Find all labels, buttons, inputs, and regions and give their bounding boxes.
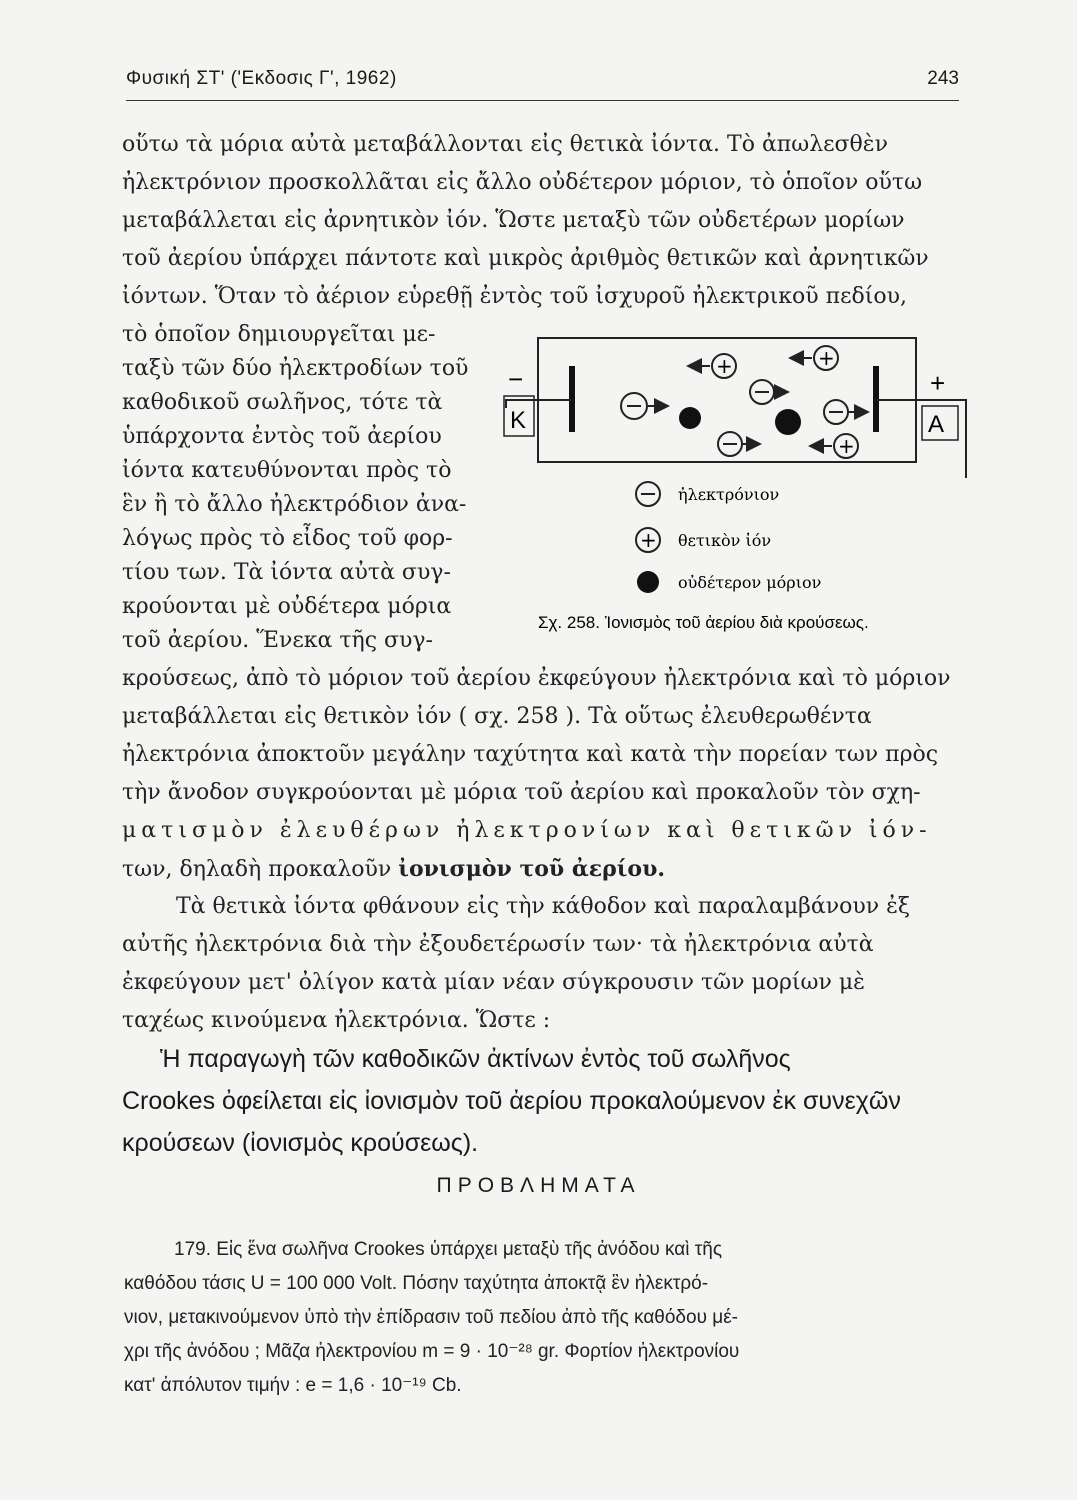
running-header-title: Φυσική ΣΤ' ('Εκδοσις Γ', 1962) — [126, 68, 397, 89]
body-line: ταχέως κινούμενα ἠλεκτρόνια. Ὥστε : — [122, 1008, 551, 1033]
summary-line: Crookes ὀφείλεται εἰς ἰονισμὸν τοῦ ἀερίου προκαλούμενον ἐκ συνεχῶν — [122, 1087, 901, 1115]
body-line: μεταβάλλεται εἰς ἀρνητικὸν ἰόν. Ὥστε μεταξὺ τῶν οὐδετέρων μορίων — [122, 208, 905, 233]
wrap-line: κρούονται μὲ οὐδέτερα μόρια — [122, 594, 452, 619]
body-line: ἐκφεύγουν μετ' ὀλίγον κατὰ μίαν νέαν σύγκρουσιν τῶν μορίων μὲ — [122, 970, 865, 995]
plus-sign: + — [930, 368, 946, 398]
body-line: τοῦ ἀερίου ὑπάρχει πάντοτε καὶ μικρὸς ἀριθμὸς θετικῶν καὶ ἀρνητικῶν — [122, 246, 929, 271]
body-line: Τὰ θετικὰ ἰόντα φθάνουν εἰς τὴν κάθοδον καὶ παραλαμβάνουν ἐξ — [176, 894, 910, 919]
summary-line: Ἡ παραγωγὴ τῶν καθοδικῶν ἀκτίνων ἐντὸς τοῦ σωλῆνος — [160, 1045, 791, 1073]
legend-neutral-label: οὐδέτερον μόριον — [678, 573, 822, 592]
electron-middle-top — [750, 380, 788, 404]
body-line-spaced: ματισμὸν ἐλευθέρων ἠλεκτρονίων καὶ θετικῶν ἰόν- — [122, 818, 932, 843]
electron-left — [621, 393, 668, 419]
positive-ion-top-right — [790, 346, 838, 370]
problems-heading: ΠΡΟΒΛΗΜΑΤΑ — [436, 1174, 641, 1197]
problem-line: νιον, μετακινούμενον ὑπὸ τὴν ἐπίδρασιν τοῦ πεδίου ἀπὸ τῆς καθόδου μέ- — [124, 1307, 738, 1328]
body-line: μεταβάλλεται εἰς θετικὸν ἰόν ( σχ. 258 ). Τὰ οὕτως ἐλευθερωθέντα — [122, 704, 872, 729]
body-line: ἠλεκτρόνια ἀποκτοῦν μεγάλην ταχύτητα καὶ κατὰ τὴν πορείαν των πρὸς — [122, 742, 939, 767]
anode-wire — [876, 400, 966, 478]
body-line — [122, 856, 665, 883]
positive-ion-top-left — [688, 354, 736, 378]
body-line: αὐτῆς ἠλεκτρόνια διὰ τὴν ἐξουδετέρωσίν των· τὰ ἠλεκτρόνια αὐτὰ — [122, 932, 874, 957]
wrap-line: τοῦ ἀερίου. Ἕνεκα τῆς συγ- — [122, 628, 433, 653]
figure-caption: Σχ. 258. Ἰονισμὸς τοῦ ἀερίου διὰ κρούσεως. — [538, 613, 869, 632]
header-rule — [126, 100, 959, 101]
body-line: ἠλεκτρόνιον προσκολλᾶται εἰς ἄλλο οὐδέτερον μόριον, τὸ ὁποῖον οὕτω — [122, 170, 923, 195]
anode-label: A — [928, 411, 945, 438]
neutral-molecule-icon — [637, 571, 659, 593]
legend-positive-ion-label: θετικὸν ἰόν — [678, 531, 772, 550]
neutral-molecule — [775, 409, 801, 435]
ionization-diagram — [492, 328, 972, 638]
cathode-label: K — [510, 407, 527, 434]
minus-sign: − — [508, 364, 524, 394]
legend-electron — [636, 482, 779, 506]
problem-line: κατ' ἀπόλυτον τιμήν : e = 1,6 · 10⁻¹⁹ Cb. — [124, 1375, 462, 1396]
wrap-line: ὑπάρχοντα ἐντὸς τοῦ ἀερίου — [122, 424, 442, 449]
problem-line: χρι τῆς ἀνόδου ; Μᾶζα ἠλεκτρονίου m = 9 · 10⁻²⁸ gr. Φορτίον ἠλεκτρονίου — [124, 1341, 740, 1362]
legend-neutral-molecule — [637, 571, 821, 593]
wrap-line: τίου των. Τὰ ἰόντα αὐτὰ συγ- — [122, 560, 451, 585]
svg-text:+: + — [716, 354, 733, 378]
emphasis-ionization: ἰονισμὸν τοῦ ἀερίου. — [398, 856, 666, 882]
wrap-line: λόγως πρὸς τὸ εἶδος τοῦ φορ- — [122, 526, 453, 551]
summary-line: κρούσεων (ἰονισμὸς κρούσεως). — [122, 1129, 479, 1157]
wrap-line: τὸ ὁποῖον δημιουργεῖται με- — [122, 322, 436, 347]
wrap-line: καθοδικοῦ σωλῆνος, τότε τὰ — [122, 390, 443, 415]
page-number: 243 — [927, 68, 959, 89]
wrap-line: ἰόντα κατευθύνονται πρὸς τὸ — [122, 458, 452, 483]
svg-text:+: + — [838, 434, 855, 458]
body-line: ἰόντων. Ὅταν τὸ ἀέριον εὑρεθῇ ἐντὸς τοῦ ἰσχυροῦ ἠλεκτρικοῦ πεδίου, — [122, 284, 907, 309]
electron-bottom — [718, 432, 760, 456]
problem-line: 179. Εἰς ἕνα σωλῆνα Crookes ὑπάρχει μεταξὺ τῆς ἀνόδου καὶ τῆς — [174, 1239, 723, 1260]
body-line: κρούσεως, ἀπὸ τὸ μόριον τοῦ ἀερίου ἐκφεύγουν ἠλεκτρόνια καὶ τὸ μόριον — [122, 666, 951, 691]
neutral-molecule — [679, 407, 701, 429]
electron-right — [824, 400, 868, 424]
problem-line: καθόδου τάσις U = 100 000 Volt. Πόσην ταχύτητα ἀποκτᾷ ἓν ἠλεκτρό- — [124, 1273, 709, 1294]
svg-text:+: + — [818, 346, 835, 370]
wrap-line: ἓν ἢ τὸ ἄλλο ἠλεκτρόδιον ἀνα- — [122, 492, 467, 517]
legend-positive-ion — [636, 528, 771, 552]
wrap-line: ταξὺ τῶν δύο ἠλεκτροδίων τοῦ — [122, 356, 469, 381]
body-line: τὴν ἄνοδον συγκρούονται μὲ μόρια τοῦ ἀερίου καὶ προκαλοῦν τὸν σχη- — [122, 780, 921, 805]
positive-ion-bottom-right — [810, 434, 858, 458]
svg-text:+: + — [640, 528, 657, 552]
legend-electron-label: ἠλεκτρόνιον — [678, 485, 780, 504]
body-line: οὕτω τὰ μόρια αὐτὰ μεταβάλλονται εἰς θετικὰ ἰόντα. Τὸ ἀπωλεσθὲν — [122, 132, 888, 157]
last-line-prefix: των, δηλαδὴ προκαλοῦν — [122, 857, 392, 882]
